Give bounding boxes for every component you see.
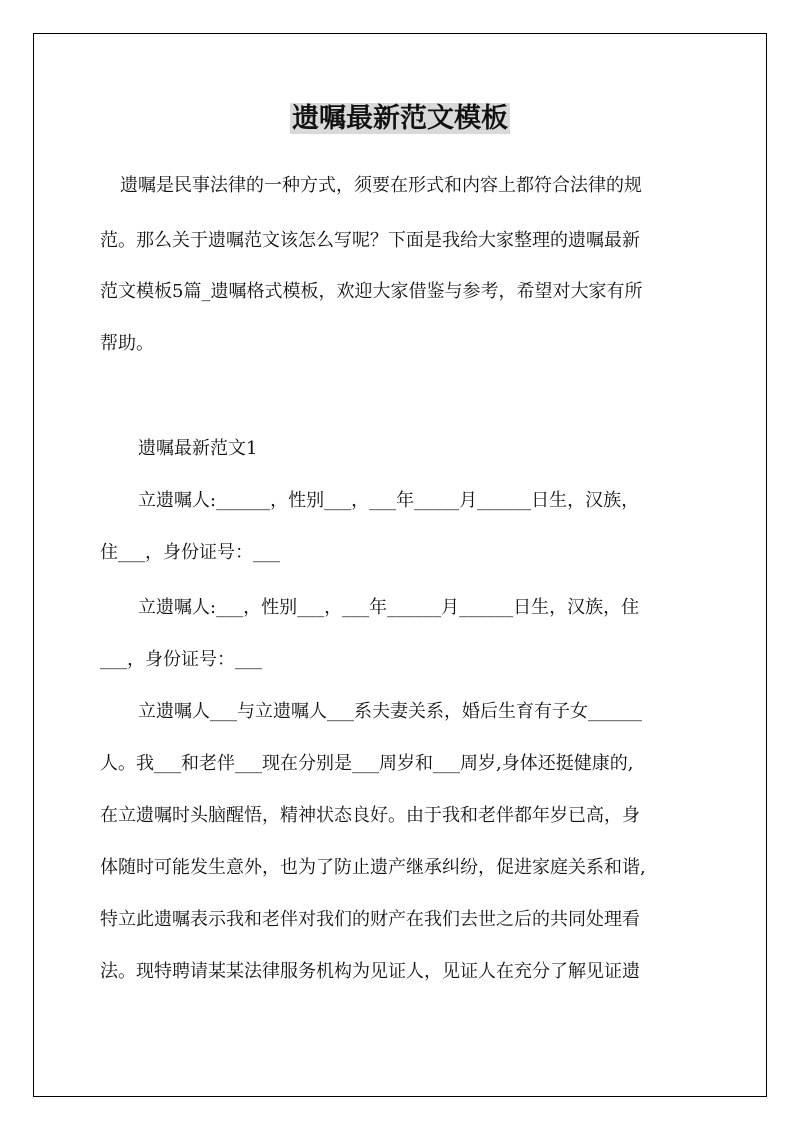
body-line-2: 住___，身份证号：___ (100, 542, 280, 563)
body-line-1: 立遗嘱人:______，性别___，___年_____月______日生，汉族， (138, 490, 640, 511)
body-line-3: 立遗嘱人:___，性别___，___年______月______日生，汉族，住 (138, 597, 640, 618)
intro-line-3: 范文模板5篇_遗嘱格式模板，欢迎大家借鉴与参考，希望对大家有所 (100, 281, 643, 302)
body-line-9: 特立此遗嘱表示我和老伴对我们的财产在我们去世之后的共同处理看 (100, 909, 640, 930)
body-line-6: 人。我___和老伴___现在分别是___周岁和___周岁,身体还挺健康的, (100, 753, 634, 774)
intro-line-4: 帮助。 (100, 333, 154, 354)
title-text: 遗嘱最新范文模板 (292, 103, 508, 134)
section-heading: 遗嘱最新范文1 (138, 438, 258, 459)
body-line-7: 在立遗嘱时头脑醒悟，精神状态良好。由于我和老伴都年岁已高，身 (100, 805, 640, 826)
document-title (0, 96, 800, 142)
body-line-8: 体随时可能发生意外，也为了防止遗产继承纠纷，促进家庭关系和谐, (100, 857, 646, 878)
intro-line-1: 遗嘱是民事法律的一种方式，须要在形式和内容上都符合法律的规 (120, 175, 642, 196)
body-line-5: 立遗嘱人___与立遗嘱人___系夫妻关系，婚后生育有子女______ (138, 701, 642, 722)
intro-line-2: 范。那么关于遗嘱范文该怎么写呢？下面是我给大家整理的遗嘱最新 (100, 230, 640, 251)
body-line-4: ___，身份证号：___ (100, 649, 262, 670)
body-line-10: 法。现特聘请某某法律服务机构为见证人，见证人在充分了解见证遗 (100, 961, 640, 982)
